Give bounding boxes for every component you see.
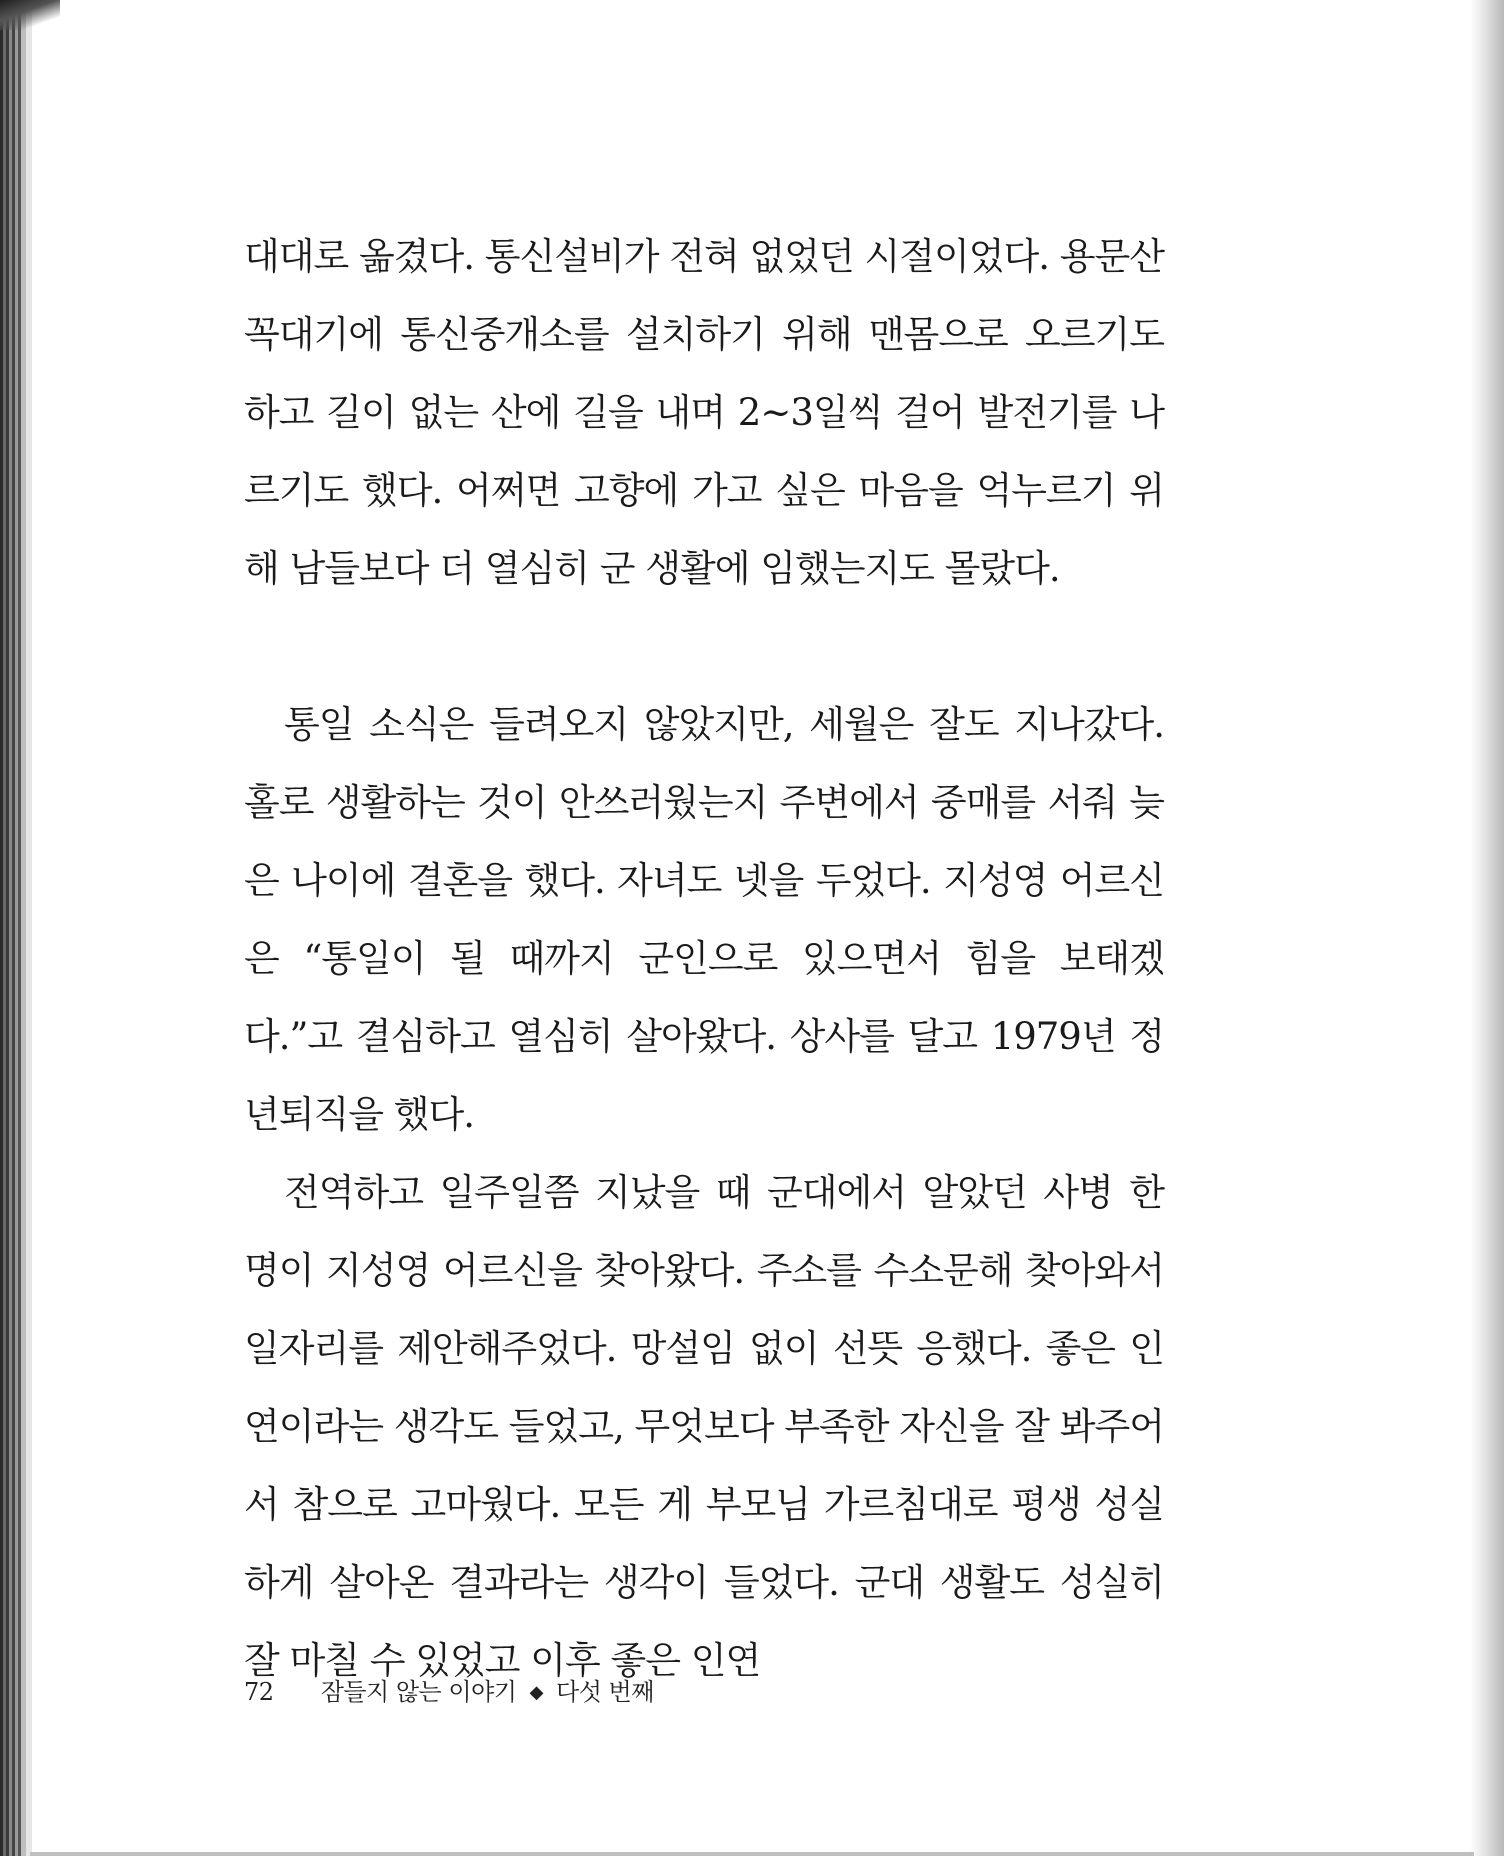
- paragraph-3: 전역하고 일주일쯤 지났을 때 군대에서 알았던 사병 한 명이 지성영 어르신을 찾아왔다. 주소를 수소문해 찾아와서 일자리를 제안해주었다. 망설임 없이 선뜻 응했다. 좋은 인연이라는 생각도 들었고, 무엇보다 부족한 자신을 잘 봐주어서 참으로 고마웠다. 모든 게 부모님 가르침대로 평생 성실하게 살아온 결과라는 생각이 들었다. 군대 생활도 성실히 잘 마칠 수 있었고 이후 좋은 인연: [244, 1171, 1164, 1682]
- binding-shadow: [1470, 0, 1504, 1856]
- page-footer: [244, 1672, 654, 1707]
- page-corner-shadow: [0, 0, 60, 30]
- paragraph-1: 대대로 옮겼다. 통신설비가 전혀 없었던 시절이었다. 용문산 꼭대기에 통신중개소를 설치하기 위해 맨몸으로 오르기도 하고 길이 없는 산에 길을 내며 2~3일씩 걸어 발전기를 나르기도 했다. 어쩌면 고향에 가고 싶은 마음을 억누르기 위해 남들보다 더 열심히 군 생활에 임했는지도 몰랐다.: [244, 235, 1164, 590]
- book-title: 잠들지 않는 이야기: [320, 1678, 517, 1706]
- paragraph-2: 통일 소식은 들려오지 않았지만, 세월은 잘도 지나갔다. 홀로 생활하는 것이 안쓰러웠는지 주변에서 중매를 서줘 늦은 나이에 결혼을 했다. 자녀도 넷을 두었다. 지성영 어르신은 “통일이 될 때까지 군인으로 있으면서 힘을 보태겠다.”고 결심하고 열심히 살아왔다. 상사를 달고 1979년 정년퇴직을 했다.: [244, 703, 1164, 1136]
- page-number: 72: [244, 1678, 274, 1706]
- page-bottom-edge: [30, 1852, 1474, 1856]
- volume-label: 다섯 번째: [556, 1678, 654, 1706]
- paragraph-gap: [244, 608, 1164, 686]
- page-stack-edge: [0, 0, 40, 1856]
- body-text: [244, 218, 1164, 1700]
- diamond-separator-icon: ◆: [529, 1682, 543, 1703]
